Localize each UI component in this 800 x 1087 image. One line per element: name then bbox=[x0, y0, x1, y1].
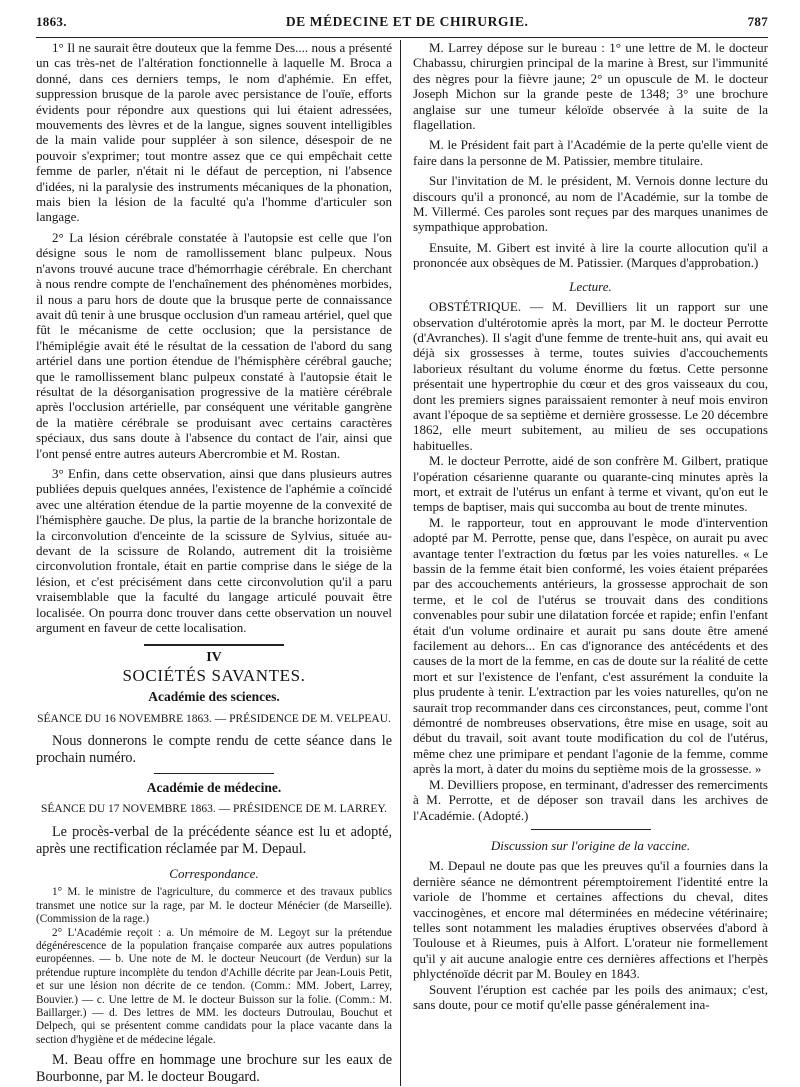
two-column-body bbox=[36, 40, 768, 1086]
paragraph-compte-rendu: Nous donnerons le compte rendu de cette séance dans le prochain numéro. bbox=[36, 733, 392, 767]
page-number: 787 bbox=[747, 14, 768, 29]
seance-sciences: SÉANCE DU 16 NOVEMBRE 1863. — PRÉSIDENCE DE M. VELPEAU. bbox=[37, 712, 391, 725]
header-rule bbox=[36, 37, 768, 38]
section-number: IV bbox=[206, 650, 222, 666]
paragraph-president: M. le Président fait part à l'Académie de la perte qu'elle vient de faire dans la personne de M. Patissier, membre titulaire. bbox=[413, 137, 768, 168]
paragraph-obstetrique: OBSTÉTRIQUE. — M. Devilliers lit un rapport sur une observation d'ultérotomie après la mort, par M. le docteur Perrotte (d'Avranches). Il s'agit d'une femme de trente-huit ans, qui avait eu déjà six grossesses à terme, toutes suivies d'accouchements laborieux résultant du volume énorme du fœtus. Cette personne présentait une hypertrophie du cœur et des gros vaisseaux du cou, dont les premiers signes paraissaient remonter à neuf mois environ avant l'époque de sa septième et dernière grossesse. Le 20 décembre 1862, elle meurt subitement, au milieu de ses occupations habituelles. bbox=[413, 299, 768, 453]
discussion-divider bbox=[531, 829, 651, 830]
section-divider bbox=[144, 644, 284, 646]
discussion-heading: Discussion sur l'origine de la vaccine. bbox=[490, 837, 691, 853]
academy-sciences-heading: Académie des sciences. bbox=[148, 689, 280, 705]
page-year: 1863. bbox=[36, 14, 67, 29]
paragraph-proces-verbal: Le procès-verbal de la précédente séance est lu et adopté, après une rectification réclamée par M. Depaul. bbox=[36, 823, 392, 857]
paragraph-gibert: Ensuite, M. Gibert est invité à lire la courte allocution qu'il a prononcée aux obsèques de M. Patissier. (Marques d'approbation.) bbox=[413, 239, 768, 271]
correspondance-heading: Correspondance. bbox=[169, 865, 259, 881]
correspondance-item-1: 1° M. le ministre de l'agriculture, du commerce et des travaux publics transmet une notice sur la rage, par M. le docteur Ménécier (de Marseille). (Commission de la rage.) bbox=[36, 886, 392, 926]
paragraph-rapporteur: M. le rapporteur, tout en approuvant le mode d'intervention adopté par M. Perrotte, pense que, dans l'espèce, on aurait pu avec avantage tenter l'extraction du fœtus par les voies naturelles. « Le bassin de la femme était bien conformé, les voies étaient préparées par des accouchements antérieurs, la grossesse approchait de son terme, et le col de l'utérus se trouvait dans des conditions convenables pour subir une dilatation forcée et rapide; enfin l'enfant était d'un volume ordinaire et aurait pu sans doute être amené facilement au dehors... En cas d'ignorance des antécédents et des causes de la mort de la femme, en cas de doute sur la réalité de cette mort et sur l'existence de l'enfant, c'est assurément la conduite la plus prudente à tenir. L'extraction par les voies naturelles, qu'on ne saurait trop recommander dans ces circonstances, peut, comme l'ont démontré de nombreuses observations, être mise en usage, soit au début du travail, soit avant toute modification du col de l'utérus, même chez une primipare et pendant l'agonie de la femme, comme après la mort, à dater du moins du septième mois de la grossesse. » bbox=[413, 514, 768, 777]
paragraph-larrey: M. Larrey dépose sur le bureau : 1° une lettre de M. le docteur Chabassu, chirurgien principal de la marine à Brest, sur l'immunité des nègres pour la fièvre jaune; 2° un opuscule de M. le docteur Joseph Michon sur la grande peste de 1348; 3° une brochure anglaise sur une tumeur kéloïde observée à la suite de la flagellation. bbox=[413, 40, 768, 133]
paragraph-conclusion-3: 3° Enfin, dans cette observation, ainsi que dans plusieurs autres publiées depuis quelques années, l'existence de l'aphémie a coïncidé avec une altération étendue de la partie moyenne de la convexité de l'hémisphère gauche. De plus, la partie de la branche horizontale de la circonvolution d'enceinte de la scissure de Sylvius, située au-devant de la scissure de Rolando, autrement dit la troisième circonvolution frontale, était en partie comprise dans le siége de la lésion, et c'est précisément dans cette circonvolution qu'il a paru vraisemblable que la faculté du langage articulé pouvait être localisée. On pourra donc trouver dans cette observation un nouvel argument en faveur de cette localisation. bbox=[36, 465, 392, 636]
right-column bbox=[400, 40, 768, 1086]
lecture-heading: Lecture. bbox=[569, 278, 612, 294]
paragraph-conclusion-2: 2° La lésion cérébrale constatée à l'autopsie est celle que l'on désigne sous le nom de ramollissement blanc pulpeux. Nous n'avons trouvé aucune trace d'hémorrhagie cérébrale. En cherchant à nous rendre compte de l'enchaînement des phénomènes morbides, il nous a paru hors de doute que la brusque perte de connaissance avait dû tenir à une brusque occlusion d'un rameau artériel, quel que fût le mécanisme de cette occlusion; que la persistance de l'hémiplégie avait été le résultat de la cessation de l'abord du sang artériel dans une portion étendue de l'hémisphère cérébral gauche; que le ramollissement blanc pulpeux constaté à l'autopsie était le résultat de la désorganisation progressive de la matière cérébrale après l'occlusion artérielle, par conséquent une véritable gangrène de la matière cérébrale se produisant avec certains caractères spéciaux, dus sans doute à l'absence du contact de l'air, ainsi que l'ont pensé entre autres auteurs Abercrombie et M. Rostan. bbox=[36, 229, 392, 461]
correspondance-item-2: 2° L'Académie reçoit : a. Un mémoire de M. Legoyt sur la prétendue dégénérescence de la population française comparée aux autres populations européennes. — b. Une note de M. le docteur Neucourt (de Verdun) sur la prétendue rupture incomplète du tendon d'Achille décrite par Jean-Louis Petit, et sur une lésion non décrite de ce tendon. (Comm.: MM. Jobert, Larrey, Bouvier.) — c. Une lettre de M. le docteur Buisson sur la folie. (Comm.: M. Baillarger.) — d. Des lettres de MM. les docteurs Dutroulau, Bouchut et Delpech, qui se présentent comme candidats pour la place vacante dans la section d'hygiène et de médecine légale. bbox=[36, 926, 392, 1046]
section-title: SOCIÉTÉS SAVANTES. bbox=[122, 665, 306, 685]
paragraph-depaul: M. Depaul ne doute pas que les preuves qu'il a fournies dans la dernière séance ne démontrent péremptoirement l'identité entre la variole de l'homme et certaines affections du cheval, dites vaccinogènes, et encore mal déterminées en médecine vétérinaire; telles sont notamment les maladies éruptives observées d'abord à Toulouse et à Rieumes, puis à Alfort. L'orateur nie formellement qu'il y ait aucune analogie entre ces dernières affections et l'herpès phlycténoïde décrit par M. Bouley en 1843. bbox=[413, 858, 768, 982]
journal-title: DE MÉDECINE ET DE CHIRURGIE. bbox=[285, 14, 529, 29]
paragraph-perrotte: M. le docteur Perrotte, aidé de son confrère M. Gilbert, pratique l'opération césarienne quarante ou quarante-cinq minutes après la mort, et extrait de l'utérus un enfant à terme et vivant, qu'on eut le temps de baptiser, mais qui succomba au bout de trente minutes. bbox=[413, 453, 768, 515]
paragraph-conclusion-1: 1° Il ne saurait être douteux que la femme Des.... nous a présenté un cas très-net de l'altération fonctionnelle à laquelle M. Broca a donné, dans ces derniers temps, le nom d'aphémie. En effet, suppression brusque de la parole avec persistance de l'ouïe, efforts évidents pour répondre aux questions qui lui étaient adressées, mouvements des lèvres et de la langue, signes souvent intelligibles de la main valide pour suppléer à son silence, désespoir de ne pouvoir s'exprimer; tout montre assez que ce qui empêchait cette femme de parler, n'était ni le défaut de perception, ni l'absence d'idées, ni la paralysie des instruments mécaniques de la phonation, mais bien la lésion de la faculté qu'a l'homme d'articuler son langage. bbox=[36, 40, 392, 225]
left-column bbox=[36, 40, 400, 1086]
paragraph-vernois: Sur l'invitation de M. le président, M. Vernois donne lecture du discours qu'il a prononcé, au nom de l'Académie, sur la tombe de M. Villermé. Ces paroles sont reçues par des marques unanimes de sympathique approbation. bbox=[413, 173, 768, 235]
paragraph-beau: M. Beau offre en hommage une brochure sur les eaux de Bourbonne, par M. le docteur Bougard. bbox=[36, 1052, 392, 1086]
running-header bbox=[36, 14, 768, 34]
seance-medecine: SÉANCE DU 17 NOVEMBRE 1863. — PRÉSIDENCE DE M. LARREY. bbox=[40, 803, 388, 816]
academy-medecine-heading: Académie de médecine. bbox=[146, 780, 282, 796]
paragraph-eruption: Souvent l'éruption est cachée par les poils des animaux; c'est, sans doute, pour ce motif qu'elle passe généralement ina- bbox=[413, 981, 768, 1012]
paragraph-devilliers: M. Devilliers propose, en terminant, d'adresser des remerciments à M. Perrotte, et de déposer son travail dans les archives de l'Académie. (Adopté.) bbox=[413, 776, 768, 823]
academy-divider bbox=[154, 773, 274, 774]
